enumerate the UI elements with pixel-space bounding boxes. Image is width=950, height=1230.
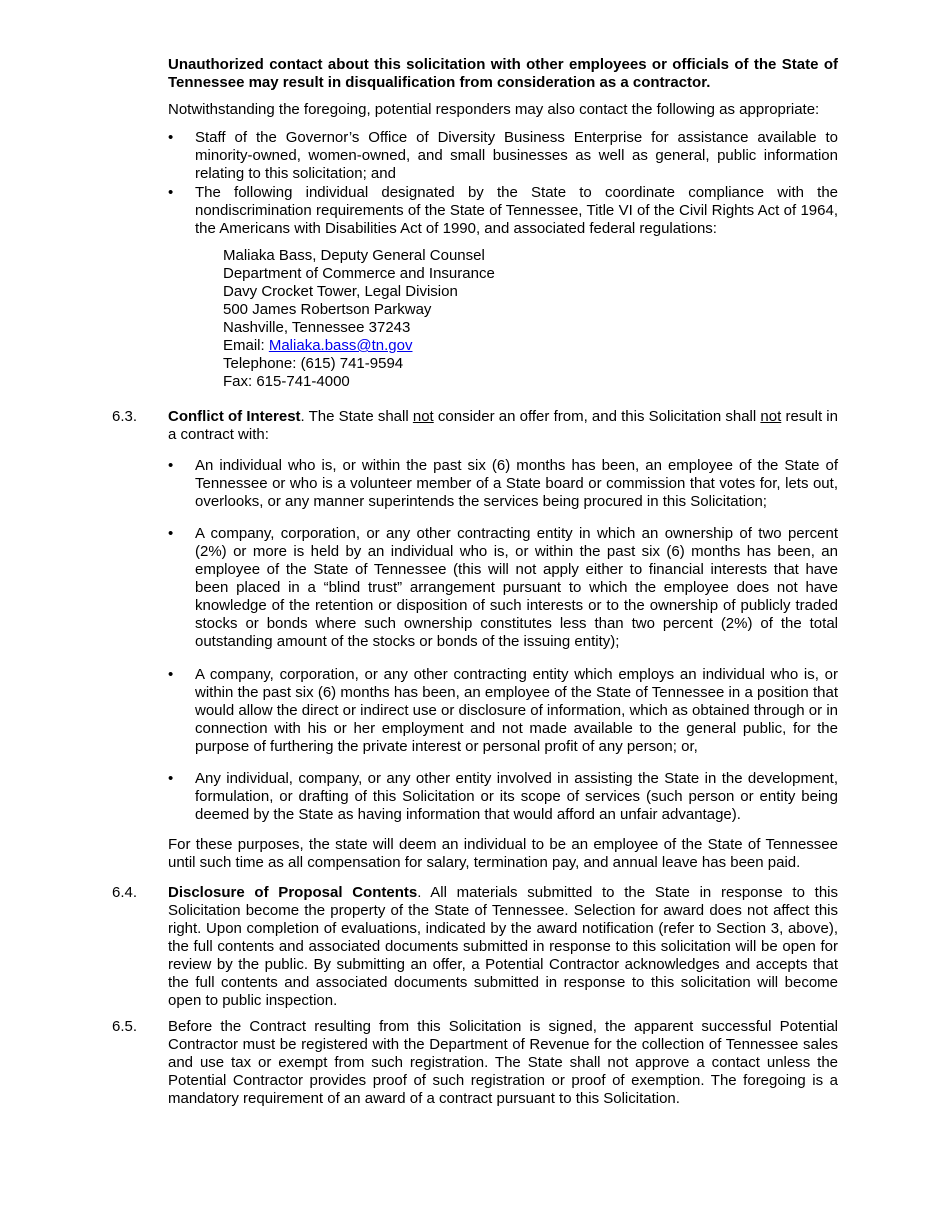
- bullet-symbol: •: [168, 129, 174, 146]
- emphasis-not: not: [412, 408, 434, 425]
- email-label: Email:: [223, 337, 269, 354]
- section-6-5-paragraph: Before the Contract resulting from this Solicitation is signed, the apparent successful Potential Contractor must be registered with the Department of Revenue for the collection of Tennessee sales and use tax or exempt from such registration. The State shall not approve a contact unless the Potential Contractor provides proof of such registration or proof of exemption. The foregoing is a mandatory requirement of an award of a contract pursuant to this Solicitation.: [168, 1018, 838, 1107]
- list-item: [168, 525, 838, 651]
- section-text: result in a contract with:: [168, 408, 838, 443]
- section-6-3-intro: [168, 408, 838, 444]
- unauthorized-contact-warning: Unauthorized contact about this solicitation with other employees or officials of the State of Tennessee may result in disqualification from consideration as a contractor.: [168, 56, 838, 91]
- bullet-text: Any individual, company, or any other entity involved in assisting the State in the development, formulation, or drafting of this Solicitation or its scope of services (such person or entity being deemed by the State as having information that would afford an unfair advantage).: [195, 770, 838, 823]
- section-heading: Disclosure of Proposal Contents: [168, 884, 418, 901]
- bullet-text: A company, corporation, or any other contracting entity in which an ownership of two percent (2%) or more is held by an individual who is, or within the past six (6) months has been, an employee of the State of Tennessee (this will not apply either to financial interests that have been placed in a “blind trust” arrangement pursuant to which the employee does not have knowledge of the retention or disposition of such interests or to the ownership of publicly traded stocks or bonds where such ownership constitutes less than two percent (2%) of the total outstanding amount of the stocks or bonds of the issuing entity);: [195, 525, 838, 650]
- section-text: . All materials submitted to the State in response to this Solicitation become the property of the State of Tennessee. Selection for award does not affect this right. Upon completion of evaluations, indicated by the award notification (refer to Section 3, above), the full contents and associated documents submitted in response to this solicitation will be open for review by the public. By submitting an offer, a Potential Contractor acknowledges and accepts that the full contents and associated documents submitted in response to this solicitation will become open to public inspection.: [168, 884, 838, 1009]
- bullet-symbol: •: [168, 666, 174, 683]
- section-text: . The State shall: [300, 408, 413, 425]
- contact-department: Department of Commerce and Insurance: [223, 265, 495, 282]
- section-6-4-paragraph: [168, 884, 838, 1010]
- bullet-text: The following individual designated by the State to coordinate compliance with the nondiscrimination requirements of the State of Tennessee, Title VI of the Civil Rights Act of 1964, the Americans with Disabilities Act of 1990, and associated federal regulations:: [195, 184, 838, 237]
- contact-email-line: [223, 337, 495, 355]
- section-6-3-closing: For these purposes, the state will deem an individual to be an employee of the State of Tennessee until such time as all compensation for salary, termination pay, and annual leave has been paid.: [168, 836, 838, 871]
- contact-street: 500 James Robertson Parkway: [223, 301, 432, 318]
- list-item: [168, 129, 838, 183]
- section-number-6-4: 6.4.: [112, 884, 138, 901]
- contact-city: Nashville, Tennessee 37243: [223, 319, 411, 336]
- list-item: [168, 666, 838, 756]
- bullet-symbol: •: [168, 184, 174, 201]
- contact-building: Davy Crocket Tower, Legal Division: [223, 283, 458, 300]
- bullet-symbol: •: [168, 525, 174, 542]
- section-number-6-3: 6.3.: [112, 408, 138, 425]
- email-link[interactable]: Maliaka.bass@tn.gov: [268, 337, 413, 354]
- section-text: consider an offer from, and this Solicitation shall: [433, 408, 761, 425]
- bullet-text: Staff of the Governor’s Office of Diversity Business Enterprise for assistance available to minority-owned, women-owned, and small businesses as well as general, public information relating to this solicitation; and: [195, 129, 838, 182]
- list-item: [168, 457, 838, 511]
- list-item: [168, 184, 838, 238]
- contact-name: Maliaka Bass, Deputy General Counsel: [223, 247, 485, 264]
- section-heading: Conflict of Interest: [168, 408, 301, 425]
- section-number-6-5: 6.5.: [112, 1018, 138, 1035]
- bullet-symbol: •: [168, 457, 174, 474]
- emphasis-not: not: [760, 408, 782, 425]
- list-item: [168, 770, 838, 824]
- contact-address-block: [223, 247, 495, 391]
- notwithstanding-paragraph: Notwithstanding the foregoing, potential responders may also contact the following as appropriate:: [168, 101, 820, 118]
- bullet-text: A company, corporation, or any other contracting entity which employs an individual who is, or within the past six (6) months has been, an employee of the State of Tennessee in a position that would allow the direct or indirect use or disclosure of information, which as obtained through or in connection with his or her employment and not made available to the general public, for the purpose of furthering the private interest or personal profit of any person; or,: [195, 666, 838, 755]
- contact-telephone: Telephone: (615) 741-9594: [223, 355, 404, 372]
- bullet-text: An individual who is, or within the past six (6) months has been, an employee of the State of Tennessee or who is a volunteer member of a State board or commission that votes for, lets out, overlooks, or any manner superintends the services being procured in this Solicitation;: [195, 457, 838, 510]
- contact-fax: Fax: 615-741-4000: [223, 373, 350, 390]
- bullet-symbol: •: [168, 770, 174, 787]
